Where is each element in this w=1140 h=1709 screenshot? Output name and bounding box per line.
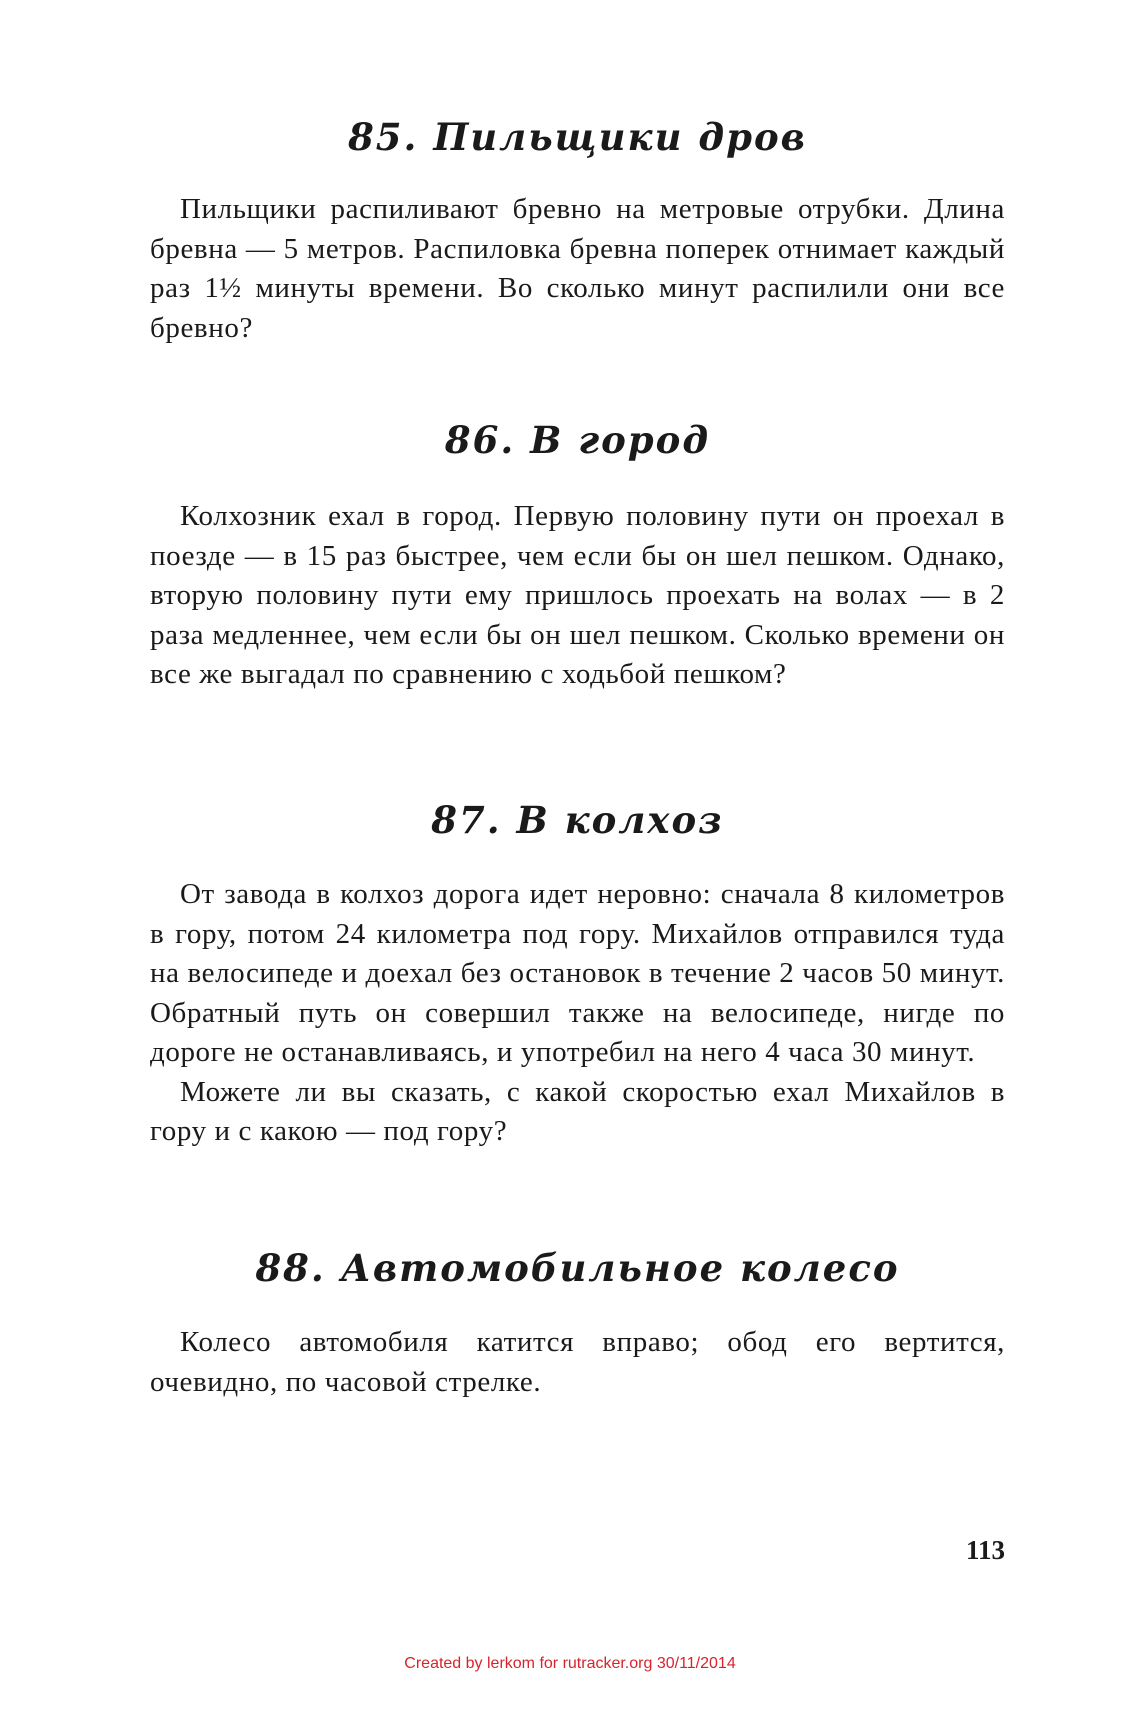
book-page — [150, 0, 1005, 1709]
problem-85-title: 85. Пильщики дров — [348, 115, 807, 159]
problem-86-paragraph: Колхозник ехал в город. Первую половину пути он проехал в поезде — в 15 раз быстрее, чем если бы он шел пешком. Однако, вторую половину пути ему пришлось проехать на волах — в 2 раза медленнее, чем если бы он шел пешком. Сколько времени он все же выгадал по сравнению с ходьбой пешком? — [150, 500, 1005, 690]
problem-87-paragraph-2: Можете ли вы сказать, с какой скоростью ехал Михайлов в гору и с какою — под гору? — [150, 1075, 1005, 1147]
problem-87-title: 87. В колхоз — [431, 798, 724, 842]
problem-85-text — [150, 190, 1005, 348]
problem-88-paragraph: Колесо автомобиля катится вправо; обод его вертится, очевидно, по часовой стрелке. — [150, 1326, 1005, 1398]
problem-88-text — [150, 1323, 1005, 1402]
problem-87-paragraph-1: От завода в колхоз дорога идет неровно: сначала 8 километров в гору, потом 24 километра под гору. Михайлов отправился туда на велосипеде и доехал без остановок в течение 2 часов 50 минут. Обратный путь он совершил также на велосипеде, нигде по дороге не останавливаясь, и употребил на него 4 часа 30 минут. — [150, 878, 1005, 1068]
problem-88-title: 88. Автомобильное колесо — [255, 1246, 900, 1290]
page-number: 113 — [965, 1535, 1005, 1565]
problem-87-text — [150, 875, 1005, 1152]
watermark: Created by lerkom for rutracker.org 30/11/2014 — [404, 1655, 736, 1672]
problem-86-title: 86. В город — [444, 418, 711, 462]
problem-86-text — [150, 497, 1005, 695]
problem-85-paragraph: Пильщики распиливают бревно на метровые отрубки. Длина бревна — 5 метров. Распиловка бревна поперек отнимает каждый раз 1½ минуты времени. Во сколько минут распилили они все бревно? — [150, 193, 1005, 344]
